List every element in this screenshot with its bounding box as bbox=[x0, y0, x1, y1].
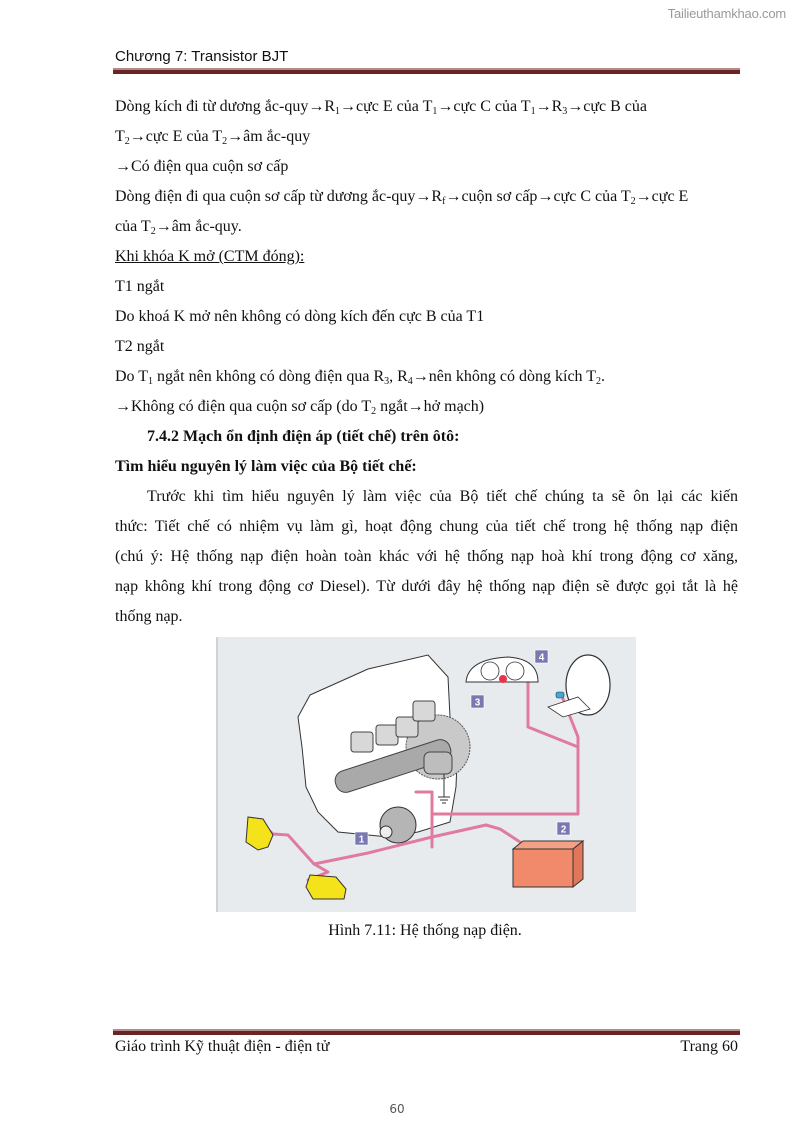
arrow-icon: → bbox=[445, 188, 462, 205]
paragraph-line: thức: Tiết chế có nhiệm vụ làm gì, hoạt động chung của tiết chế trong hệ thống nạp điện bbox=[115, 518, 738, 535]
battery bbox=[513, 841, 583, 887]
starter-motor bbox=[424, 752, 452, 774]
arrow-icon: → bbox=[415, 188, 432, 205]
headlamp-right bbox=[306, 875, 346, 899]
footer-book-title: Giáo trình Kỹ thuật điện - điện tử bbox=[115, 1038, 330, 1055]
headlamp-left bbox=[246, 817, 273, 850]
text-line: T2 ngắt bbox=[115, 338, 165, 355]
subheading: Tìm hiểu nguyên lý làm việc của Bộ tiết chế: bbox=[115, 458, 417, 475]
footer-page-label: Trang 60 bbox=[680, 1038, 738, 1055]
arrow-icon: → bbox=[407, 398, 424, 415]
paragraph-line: thống nạp. bbox=[115, 608, 183, 625]
text-line: →Có điện qua cuộn sơ cấp bbox=[115, 158, 289, 175]
arrow-icon: → bbox=[537, 188, 554, 205]
arrow-icon: → bbox=[227, 128, 244, 145]
text-line: của $T_2\to âm$ ắc-quy. bbox=[115, 218, 242, 237]
body-text bbox=[115, 92, 738, 632]
text-line: Do $T_1$ ngắt nên không có dòng điện qua $R_3$, $R_4\to nên$ không có dòng kích $T_2$. bbox=[115, 368, 606, 387]
text-line: Dòng kích đi từ dương $ắc-quy\to R_1\to cực$ E của $T_1\to cực$ C của $T_1\to R_3\to cực$ B của bbox=[115, 98, 647, 117]
paragraph-line: nạp không khí trong động cơ Diesel). Từ dưới đây hệ thống nạp điện sẽ được gọi tắt là hệ bbox=[115, 578, 738, 595]
arrow-icon: → bbox=[635, 188, 652, 205]
arrow-icon: → bbox=[129, 128, 146, 145]
ignition-switch bbox=[556, 692, 564, 698]
charging-system-illustration bbox=[218, 637, 636, 912]
arrow-icon: → bbox=[412, 368, 429, 385]
figure-caption: Hình 7.11: Hệ thống nạp điện. bbox=[328, 922, 522, 939]
svg-text:2: 2 bbox=[560, 824, 567, 836]
arrow-icon: → bbox=[340, 98, 356, 115]
svg-text:4: 4 bbox=[538, 652, 545, 664]
paragraph-line: Trước khi tìm hiểu nguyên lý làm việc của Bộ tiết chế chúng ta sẽ ôn lại các kiến bbox=[147, 488, 738, 505]
header-rule bbox=[113, 70, 740, 74]
chapter-header: Chương 7: Transistor BJT bbox=[115, 48, 289, 65]
arrow-icon: → bbox=[115, 398, 131, 415]
arrow-icon: → bbox=[567, 98, 584, 115]
section-heading: 7.4.2 Mạch ổn định điện áp (tiết chế) trên ôtô: bbox=[147, 428, 460, 445]
arrow-icon: → bbox=[308, 98, 325, 115]
arrow-icon: → bbox=[535, 98, 552, 115]
svg-text:1: 1 bbox=[358, 834, 365, 846]
text-line: Dòng điện đi qua cuộn sơ cấp từ dương $ắc-quy\to R_f\to cuộn$ sơ cấp→cực C của $T_2\to cực$ E bbox=[115, 188, 689, 207]
paragraph-line: (chú ý: Hệ thống nạp điện hoàn toàn khác với hệ thống nạp hoà khí trong động cơ xăng, bbox=[115, 548, 738, 565]
text-line: $T_2\to cực$ E của $T_2\to âm$ ắc-quy bbox=[115, 128, 311, 147]
page-number: 60 bbox=[389, 1102, 405, 1116]
charge-warning-lamp-icon bbox=[499, 675, 507, 683]
svg-text:3: 3 bbox=[474, 697, 481, 709]
arrow-icon: → bbox=[115, 158, 131, 175]
charging-system-figure bbox=[216, 637, 636, 912]
underlined-subheading: Khi khóa K mở (CTM đóng): bbox=[115, 248, 305, 265]
arrow-icon: → bbox=[155, 218, 172, 235]
arrow-icon: → bbox=[437, 98, 454, 115]
footer-rule bbox=[113, 1031, 740, 1035]
text-line: Do khoá K mở nên không có dòng kích đến cực B của T1 bbox=[115, 308, 485, 325]
text-line: T1 ngắt bbox=[115, 278, 165, 295]
watermark: Tailieuthamkhao.com bbox=[667, 6, 786, 21]
text-line: →Không có điện qua cuộn sơ cấp (do $T_2$ ngắt→hở mạch) bbox=[115, 398, 485, 417]
